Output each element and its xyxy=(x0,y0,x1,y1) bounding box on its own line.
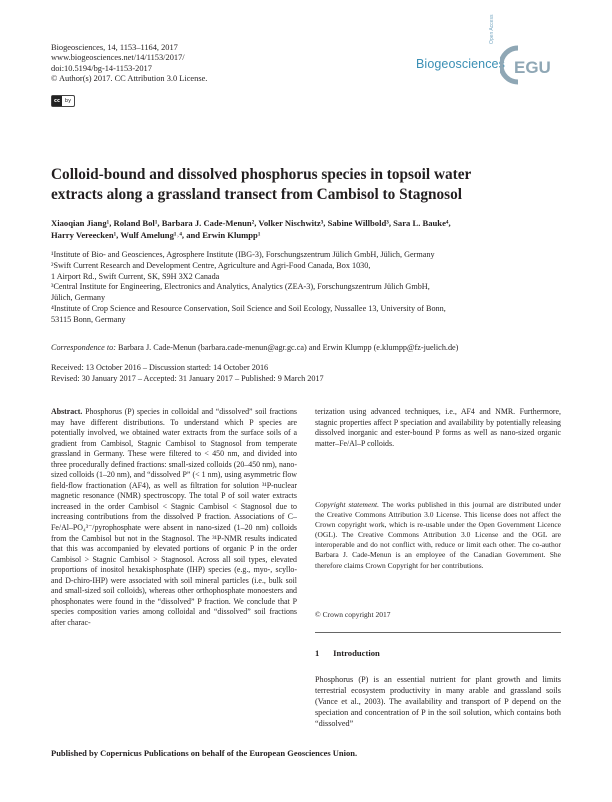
correspondence xyxy=(51,343,561,352)
affiliation-line: Jülich, Germany xyxy=(51,293,106,303)
abstract xyxy=(51,407,297,628)
affiliation-line: 53115 Bonn, Germany xyxy=(51,314,126,324)
affiliation-line: 1 Airport Rd., Swift Current, SK, S9H 3X2 Canada xyxy=(51,271,220,281)
journal-doi[interactable]: doi:10.5194/bg-14-1153-2017 xyxy=(51,63,152,73)
affiliation-line: ²Swift Current Research and Development Centre, Agriculture and Agri-Food Canada, Box 1030, xyxy=(51,260,371,270)
open-access-label: Open Access xyxy=(489,14,495,44)
egu-logo-icon xyxy=(500,42,552,88)
dates-line: Revised: 30 January 2017 – Accepted: 31 January 2017 – Published: 9 March 2017 xyxy=(51,373,324,383)
introduction-text: Phosphorus (P) is an essential nutrient for plant growth and limits terrestrial ecosystem productivity in many arable and grassland soils (Vance et al., 2003). The availability and transport of P depend on the speciation and concentration of P in the soil solution, which contains both “dissolved” xyxy=(315,675,561,729)
section-number: 1 xyxy=(315,648,320,658)
correspondence-text: Barbara J. Cade-Menun (barbara.cade-menun@agr.gc.ca) and Erwin Klumpp (e.klumpp@fz-juelich.de) xyxy=(118,343,459,352)
license-text: © Author(s) 2017. CC Attribution 3.0 License. xyxy=(51,74,208,84)
svg-text:EGU: EGU xyxy=(514,58,551,77)
article-title xyxy=(51,165,571,204)
correspondence-label: Correspondence to: xyxy=(51,343,116,352)
section-divider xyxy=(315,632,561,633)
affiliations xyxy=(51,250,561,326)
title-line: Colloid-bound and dissolved phosphorus species in topsoil water xyxy=(51,166,472,183)
journal-brand: Biogeosciences xyxy=(416,57,505,71)
cc-license-icon[interactable]: cc by xyxy=(51,95,75,107)
crown-copyright: © Crown copyright 2017 xyxy=(315,610,391,619)
abstract-text: Phosphorus (P) species in colloidal and “dissolved” soil fractions may have different distributions. To understand which P species are potentially involved, we obtained water extracts from the surface soils of a gradient from Cambisol, Stagnic Cambisol to Stagnosol from temperate grassland in Germany. These were filtered to < 450 nm, and divided into three procedurally defined fractions: small-sized colloids (20–450 nm), nano-sized colloids (1–20 nm), and “dissolved P” (< 1 nm), using asymmetric flow field-flow fractionation (AF4), as well as filtration for solution ³¹P-nuclear magnetic resonance (NMR) spectroscopy. The total P of soil water extracts increased in the order Cambisol < Stagnic Cambisol < Stagnosol due to increasing contributions from the dissolved P fraction. Associations of C–Fe/Al–PO₄³⁻/pyrophosphate were absent in nano-sized (1–20 nm) colloids from the Cambisol but not in the Stagnosol. The ³¹P-NMR results indicated that this was accompanied by elevated portions of organic P in the order Cambisol > Stagnic Cambisol > Stagnosol. Across all soil types, elevated proportions of inositol hexakisphosphate (IHP) species (e.g., myo-, scyllo- and D-chiro-IHP) were associated with soil mineral particles (i.e., bulk soil and small-sized soil colloids), whereas other orthophosphate monoesters and phosphonates were found in the “dissolved” P fraction. We conclude that P species composition varies among colloidal and “dissolved” soil fractions after charac- xyxy=(51,407,297,627)
affiliation-line: ⁴Institute of Crop Science and Resource Conservation, Soil Science and Soil Ecology, Nussallee 13, University of Bonn, xyxy=(51,303,446,313)
affiliation-line: ³Central Institute for Engineering, Electronics and Analytics, Analytics (ZEA-3), Forschungszentrum Jülich GmbH, xyxy=(51,282,430,292)
abstract-heading: Abstract. xyxy=(51,407,83,416)
article-dates xyxy=(51,363,561,384)
journal-url[interactable]: www.biogeosciences.net/14/1153/2017/ xyxy=(51,53,185,63)
affiliation-line: ¹Institute of Bio- and Geosciences, Agrosphere Institute (IBG-3), Forschungszentrum Jülich GmbH, Jülich, Germany xyxy=(51,250,435,259)
section-title: Introduction xyxy=(333,648,380,658)
authors-line: Harry Vereecken¹, Wulf Amelung¹˒⁴, and Erwin Klumpp¹ xyxy=(51,229,261,240)
copyright-text: The works published in this journal are distributed under the Creative Commons Attribution 3.0 License. This license does not affect the Crown copyright work, which is re-usable under the Open Government Licence (OGL). The Creative Commons Attribution 3.0 License and the OGL are interoperable and do not conflict with, reduce or limit each other. The co-author Barbara J. Cade-Menun is an employee of the Canadian Government. She therefore claims Crown Copyright for her contributions. xyxy=(315,500,561,570)
abstract-continued: terization using advanced techniques, i.e., AF4 and NMR. Furthermore, stagnic properties affect P speciation and availability by potentially releasing dissolved inorganic and ester-bound P forms as well as nano-sized organic matter–Fe/Al–P colloids. xyxy=(315,407,561,448)
author-list xyxy=(51,218,561,241)
authors-line: Xiaoqian Jiang¹, Roland Bol¹, Barbara J. Cade-Menun², Volker Nischwitz³, Sabine Willbold³, Sara L. Bauke⁴, xyxy=(51,218,451,228)
publisher-footer: Published by Copernicus Publications on behalf of the European Geosciences Union. xyxy=(51,748,358,758)
journal-citation: Biogeosciences, 14, 1153–1164, 2017 xyxy=(51,43,178,52)
copyright-statement xyxy=(315,500,561,571)
section-heading xyxy=(315,648,380,658)
copyright-label: Copyright statement. xyxy=(315,500,380,509)
dates-line: Received: 13 October 2016 – Discussion started: 14 October 2016 xyxy=(51,363,269,372)
title-line: extracts along a grassland transect from Cambisol to Stagnosol xyxy=(51,185,463,203)
journal-meta xyxy=(51,43,207,85)
